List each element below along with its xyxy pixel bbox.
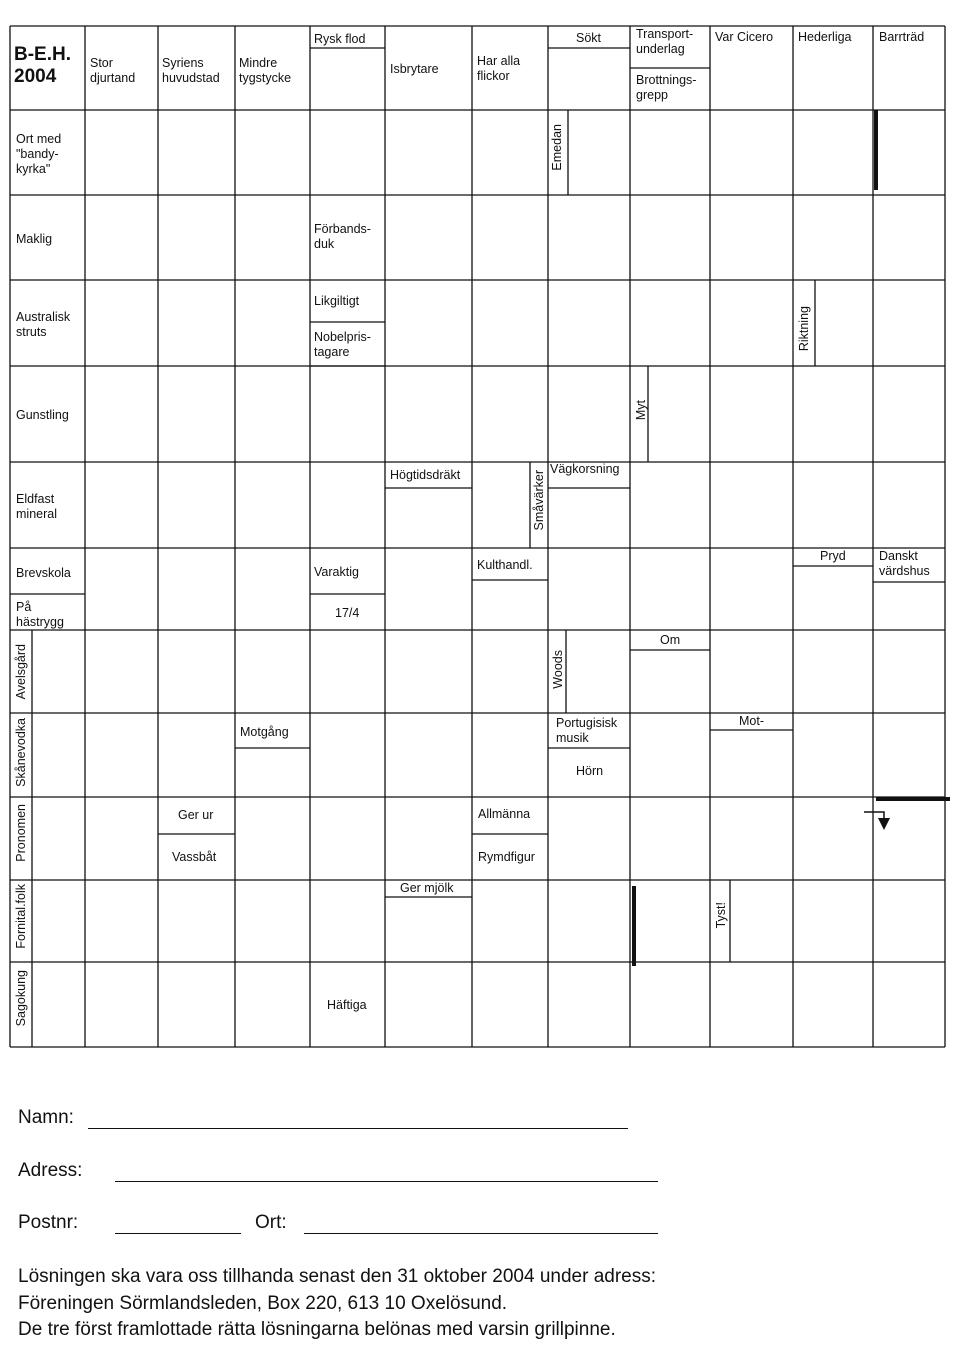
clue-forbandsduk: Förbands- duk <box>314 222 371 251</box>
clue-om: Om <box>660 633 681 647</box>
clue-hederliga: Hederliga <box>798 30 852 44</box>
clue-vagkorsning: Vägkorsning <box>550 462 620 476</box>
clue-stor-djurtand: Stor djurtand <box>90 56 136 85</box>
arrow-down-icon <box>862 796 952 836</box>
clue-hogtidsdrakt: Högtidsdräkt <box>390 468 461 482</box>
name-field[interactable] <box>88 1128 628 1129</box>
clue-emedan: Emedan <box>550 124 564 171</box>
clue-syriens-huvudstad: Syriens huvudstad <box>162 56 220 85</box>
clue-pronomen: Pronomen <box>14 804 28 862</box>
clue-maklig: Maklig <box>16 232 53 246</box>
clue-isbrytare: Isbrytare <box>390 62 439 76</box>
clue-mot: Mot- <box>739 714 764 728</box>
clue-barrtrad: Barrträd <box>879 30 925 44</box>
clue-motgang: Motgång <box>240 725 289 739</box>
clue-pa-hastrygg: På hästrygg <box>16 600 64 629</box>
clue-ger-ur: Ger ur <box>178 808 214 822</box>
ort-label: Ort: <box>255 1212 287 1233</box>
clue-sokt: Sökt <box>576 31 602 45</box>
clue-brevskola: Brevskola <box>16 566 71 580</box>
name-label: Namn: <box>18 1107 74 1128</box>
clue-rysk-flod: Rysk flod <box>314 32 366 46</box>
clue-eldfast-mineral: Eldfast mineral <box>16 492 57 521</box>
clue-horn: Hörn <box>576 764 604 778</box>
clue-skanevodka: Skånevodka <box>14 718 28 787</box>
clue-datum: 17/4 <box>335 606 360 620</box>
clue-likgiltigt: Likgiltigt <box>314 294 360 308</box>
clue-transportunderlag: Transport- underlag <box>636 27 694 56</box>
clue-mindre-tygstycke: Mindre tygstycke <box>239 56 292 85</box>
clue-ort-bandykyrka: Ort med "bandy- kyrka" <box>16 132 62 176</box>
clue-tyst: Tyst! <box>714 902 728 929</box>
clue-haftiga: Häftiga <box>327 998 367 1012</box>
clue-gunstling: Gunstling <box>16 408 69 422</box>
clue-pryd: Pryd <box>820 549 846 563</box>
address-label: Adress: <box>18 1160 83 1181</box>
clue-smavarker: Småvärker <box>532 470 546 531</box>
clue-avelsgard: Avelsgård <box>14 644 28 700</box>
clue-myt: Myt <box>634 400 648 421</box>
ort-field[interactable] <box>304 1233 658 1234</box>
clue-vassbat: Vassbåt <box>172 850 217 864</box>
clue-varaktig: Varaktig <box>314 565 359 579</box>
clue-kulthandl: Kulthandl. <box>477 558 533 572</box>
postnr-label: Postnr: <box>18 1212 79 1233</box>
postal-address: Föreningen Sörmlandsleden, Box 220, 613 10 Oxelösund. <box>18 1293 508 1314</box>
address-field[interactable] <box>115 1181 658 1182</box>
deadline-suffix: under adress: <box>534 1266 657 1287</box>
clue-ger-mjolk: Ger mjölk <box>400 881 454 895</box>
clue-var-cicero: Var Cicero <box>715 30 774 44</box>
clue-danskt-vardshus: Danskt värdshus <box>879 549 930 578</box>
deadline-text <box>18 1266 656 1288</box>
clue-har-alla-flickor: Har alla flickor <box>477 54 521 83</box>
clue-portugisisk-musik: Portugisisk musik <box>556 716 618 745</box>
clue-riktning: Riktning <box>797 306 811 352</box>
deadline-date: 31 oktober 2004 <box>397 1266 535 1287</box>
clue-rymdfigur: Rymdfigur <box>478 850 535 864</box>
deadline-prefix: Lösningen ska vara oss tillhanda senast den <box>18 1266 398 1287</box>
clue-australisk-struts: Australisk struts <box>16 310 71 339</box>
clue-woods: Woods <box>551 650 565 689</box>
clue-fornital-folk: Fornital.folk <box>14 884 28 949</box>
clue-sagokung: Sagokung <box>14 970 28 1027</box>
clue-nobelpristagare: Nobelpris- tagare <box>314 330 371 359</box>
postnr-field[interactable] <box>115 1233 241 1234</box>
clue-brottningsgrepp: Brottnings- grepp <box>636 73 697 102</box>
clue-allmanna: Allmänna <box>478 807 531 821</box>
prize-text: De tre först framlottade rätta lösningarna belönas med varsin grillpinne. <box>18 1319 616 1340</box>
puzzle-title: B-E.H. 2004 <box>14 44 71 87</box>
